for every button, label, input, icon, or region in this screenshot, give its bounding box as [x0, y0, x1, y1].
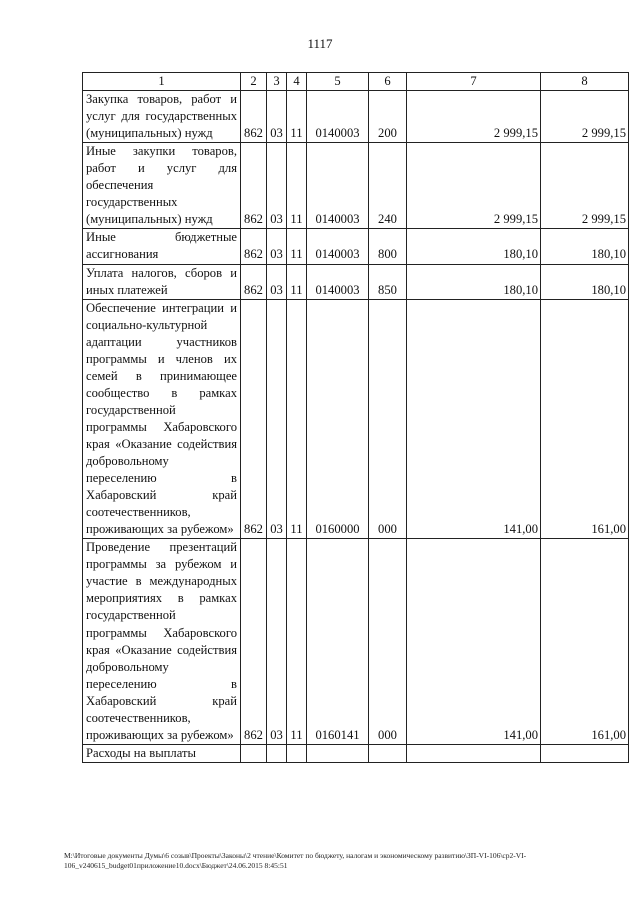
cell-gr: 862 — [241, 539, 267, 745]
cell-vr: 000 — [369, 539, 407, 745]
cell-amount-8: 161,00 — [541, 299, 629, 539]
table-header-row — [83, 73, 629, 91]
column-header: 1 — [83, 73, 241, 91]
cell-amount-8: 180,10 — [541, 229, 629, 264]
column-header: 2 — [241, 73, 267, 91]
cell-vr — [369, 744, 407, 762]
cell-amount-8: 2 999,15 — [541, 143, 629, 229]
row-description: Закупка товаров, работ и услуг для государственных (муниципальных) нужд — [83, 91, 241, 143]
table-row — [83, 143, 629, 229]
row-description: Расходы на выплаты — [83, 744, 241, 762]
table-row — [83, 299, 629, 539]
cell-csr — [307, 744, 369, 762]
cell-pr: 11 — [287, 143, 307, 229]
cell-vr: 000 — [369, 299, 407, 539]
table-row — [83, 229, 629, 264]
cell-rz: 03 — [267, 143, 287, 229]
cell-csr: 0160000 — [307, 299, 369, 539]
cell-pr: 11 — [287, 229, 307, 264]
cell-csr: 0160141 — [307, 539, 369, 745]
column-header: 8 — [541, 73, 629, 91]
row-description: Иные закупки товаров, работ и услуг для обеспечения государственных (муниципальных) нужд — [83, 143, 241, 229]
cell-amount-7: 141,00 — [407, 299, 541, 539]
cell-amount-7: 141,00 — [407, 539, 541, 745]
cell-csr: 0140003 — [307, 91, 369, 143]
column-header: 4 — [287, 73, 307, 91]
cell-amount-8: 161,00 — [541, 539, 629, 745]
table-row — [83, 744, 629, 762]
cell-csr: 0140003 — [307, 143, 369, 229]
column-header: 6 — [369, 73, 407, 91]
table-row — [83, 264, 629, 299]
cell-amount-7 — [407, 744, 541, 762]
cell-pr: 11 — [287, 264, 307, 299]
cell-rz — [267, 744, 287, 762]
cell-gr: 862 — [241, 299, 267, 539]
cell-amount-8: 2 999,15 — [541, 91, 629, 143]
cell-vr: 200 — [369, 91, 407, 143]
cell-rz: 03 — [267, 264, 287, 299]
cell-pr — [287, 744, 307, 762]
cell-csr: 0140003 — [307, 264, 369, 299]
row-description: Обеспечение интеграции и социально-культурной адаптации участников программы и членов их семей в принимающее сообщество в рамках государственной программы Хабаровского края «Оказание содействия добровольному переселению в Хабаровский край соотечественников, проживающих за рубежом» — [83, 299, 241, 539]
cell-rz: 03 — [267, 91, 287, 143]
cell-amount-7: 2 999,15 — [407, 143, 541, 229]
cell-vr: 850 — [369, 264, 407, 299]
table-row — [83, 539, 629, 745]
cell-pr: 11 — [287, 539, 307, 745]
cell-amount-7: 180,10 — [407, 264, 541, 299]
cell-amount-7: 2 999,15 — [407, 91, 541, 143]
cell-pr: 11 — [287, 299, 307, 539]
cell-amount-8: 180,10 — [541, 264, 629, 299]
column-header: 3 — [267, 73, 287, 91]
cell-gr: 862 — [241, 264, 267, 299]
page-number: 1117 — [307, 36, 333, 51]
cell-amount-8 — [541, 744, 629, 762]
cell-csr: 0140003 — [307, 229, 369, 264]
row-description: Иные бюджетные ассигнования — [83, 229, 241, 264]
cell-amount-7: 180,10 — [407, 229, 541, 264]
budget-table — [82, 72, 629, 763]
cell-gr: 862 — [241, 229, 267, 264]
cell-gr: 862 — [241, 91, 267, 143]
cell-gr: 862 — [241, 143, 267, 229]
column-header: 7 — [407, 73, 541, 91]
row-description: Уплата налогов, сборов и иных платежей — [83, 264, 241, 299]
cell-rz: 03 — [267, 299, 287, 539]
cell-rz: 03 — [267, 539, 287, 745]
cell-pr: 11 — [287, 91, 307, 143]
table-row — [83, 91, 629, 143]
row-description: Проведение презентаций программы за рубежом и участие в международных мероприятиях в рамках государственной программы Хабаровского края «Оказание содействия добровольному переселению в Хабаровский край соотечественников, проживающих за рубежом» — [83, 539, 241, 745]
cell-gr — [241, 744, 267, 762]
cell-vr: 800 — [369, 229, 407, 264]
cell-vr: 240 — [369, 143, 407, 229]
column-header: 5 — [307, 73, 369, 91]
cell-rz: 03 — [267, 229, 287, 264]
document-path-footer: M:\Итоговые документы Думы\6 созыв\Проекты\Законы\2 чтение\Комитет по бюджету, налогам и экономическому развитию\ЗП-VI-106\ср2-VI-106_v240615_budget01приложение10.docx\Бюджет\24.06.2015 8:45:51 — [64, 851, 527, 870]
